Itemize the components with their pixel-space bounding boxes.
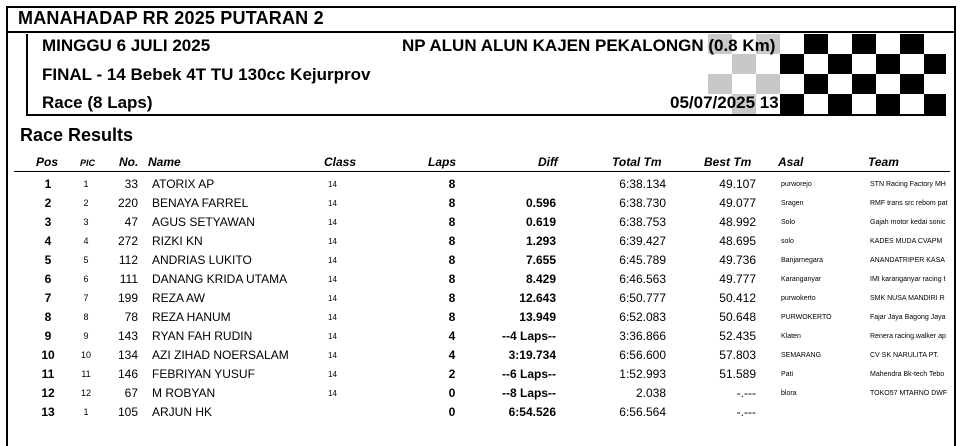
cell-pic: 3 [83, 217, 89, 227]
checker-square [828, 34, 852, 54]
cell-asal: Karanganyar [781, 276, 822, 283]
cell-no: 47 [124, 215, 138, 229]
checker-square [900, 54, 924, 74]
header-name: Name [148, 155, 181, 169]
checker-square [876, 34, 900, 54]
cell-best-time: 49.107 [719, 177, 756, 191]
cell-laps: 8 [448, 272, 456, 286]
header-team: Team [868, 155, 899, 169]
event-title: MANAHADAP RR 2025 PUTARAN 2 [18, 8, 324, 28]
cell-class: 14 [328, 332, 337, 341]
header-no: No. [119, 155, 139, 169]
cell-pos: 7 [44, 291, 52, 305]
cell-name: AZI ZIHAD NOERSALAM [152, 348, 289, 362]
header-best-time: Best Tm [704, 155, 752, 169]
header-divider [14, 171, 950, 172]
cell-total-time: 6:52.083 [619, 310, 666, 324]
cell-diff: --4 Laps-- [502, 329, 556, 343]
cell-laps: 0 [448, 405, 456, 419]
cell-team: STN Racing Factory MH [870, 181, 946, 188]
cell-name: M ROBYAN [152, 386, 216, 400]
cell-laps: 8 [448, 196, 456, 210]
cell-name: ANDRIAS LUKITO [152, 253, 252, 267]
table-row [0, 403, 960, 422]
cell-asal: blora [781, 390, 797, 397]
header-laps: Laps [428, 155, 457, 169]
cell-asal: Klaten [781, 333, 801, 340]
cell-name: FEBRIYAN YUSUF [152, 367, 255, 381]
cell-class: 14 [328, 294, 337, 303]
cell-pic: 10 [80, 350, 91, 360]
cell-team: SMK NUSA MANDIRI R [870, 295, 945, 302]
cell-asal: Banjarnegara [781, 257, 824, 264]
cell-team: Fajar Jaya Bagong Jaya [870, 314, 946, 321]
checker-square [876, 54, 900, 74]
race-venue: NP ALUN ALUN KAJEN PEKALONGN (0.8 Km) [402, 36, 776, 55]
race-date: MINGGU 6 JULI 2025 [42, 36, 211, 55]
cell-pos: 10 [41, 348, 55, 362]
cell-pic: 6 [83, 274, 89, 284]
table-row [0, 289, 960, 308]
cell-best-time: 51.589 [719, 367, 756, 381]
cell-laps: 8 [448, 253, 456, 267]
cell-pic: 11 [81, 369, 91, 379]
table-row [0, 270, 960, 289]
cell-no: 272 [117, 234, 138, 248]
checker-square [732, 74, 756, 94]
cell-pic: 5 [83, 255, 89, 265]
cell-laps: 8 [448, 291, 456, 305]
checker-square [780, 34, 804, 54]
cell-best-time: -.--- [736, 386, 756, 400]
cell-laps: 8 [448, 234, 456, 248]
race-datetime: 05/07/2025 13:00 [670, 93, 804, 112]
cell-name: REZA HANUM [152, 310, 231, 324]
table-row [0, 232, 960, 251]
cell-asal: solo [781, 238, 794, 245]
cell-best-time: -.--- [736, 405, 756, 419]
cell-team: IMI karanganyar racing t [870, 276, 946, 283]
table-row [0, 308, 960, 327]
cell-class: 14 [328, 351, 337, 360]
header-class: Class [324, 155, 357, 169]
checker-square [852, 94, 876, 114]
cell-pos: 2 [44, 196, 52, 210]
cell-pos: 11 [41, 367, 55, 381]
cell-team: RMF trans src rebom pat [870, 200, 948, 207]
cell-no: 199 [117, 291, 138, 305]
checker-square [924, 34, 946, 54]
checker-square [828, 74, 852, 94]
checker-square [804, 54, 828, 74]
table-row [0, 175, 960, 194]
checker-square [708, 54, 732, 74]
table-row [0, 327, 960, 346]
cell-total-time: 6:56.564 [619, 405, 666, 419]
checker-square [852, 34, 876, 54]
cell-total-time: 2.038 [635, 386, 666, 400]
checker-square [924, 54, 946, 74]
cell-pic: 1 [83, 407, 89, 417]
cell-pos: 8 [44, 310, 52, 324]
checker-square [708, 74, 732, 94]
cell-total-time: 6:38.730 [619, 196, 666, 210]
cell-pic: 9 [83, 331, 89, 341]
cell-laps: 2 [448, 367, 456, 381]
cell-total-time: 6:38.753 [619, 215, 666, 229]
cell-best-time: 49.736 [719, 253, 756, 267]
race-class: FINAL - 14 Bebek 4T TU 130cc Kejurprov [42, 65, 371, 84]
table-row [0, 194, 960, 213]
cell-pic: 8 [83, 312, 89, 322]
cell-total-time: 3:36.866 [619, 329, 666, 343]
cell-asal: purwokerto [781, 295, 816, 302]
table-row [0, 213, 960, 232]
checker-square [804, 34, 828, 54]
cell-asal: Solo [781, 219, 796, 226]
cell-best-time: 48.992 [719, 215, 756, 229]
table-row [0, 251, 960, 270]
cell-class: 14 [328, 180, 337, 189]
cell-class: 14 [328, 199, 337, 208]
cell-team: ANANDATRIPER KASA [870, 257, 945, 264]
cell-name: DANANG KRIDA UTAMA [152, 272, 288, 286]
cell-no: 143 [117, 329, 138, 343]
cell-pic: 7 [83, 293, 89, 303]
cell-best-time: 57.803 [719, 348, 756, 362]
cell-best-time: 50.412 [719, 291, 756, 305]
cell-diff: 3:19.734 [508, 348, 556, 362]
cell-total-time: 6:38.134 [619, 177, 666, 191]
cell-best-time: 48.695 [719, 234, 756, 248]
cell-total-time: 6:45.789 [619, 253, 666, 267]
cell-class: 14 [328, 256, 337, 265]
race-info-box [26, 34, 946, 116]
cell-total-time: 6:56.600 [619, 348, 666, 362]
cell-pos: 6 [44, 272, 52, 286]
cell-pos: 3 [44, 215, 52, 229]
cell-team: Mahendra Bk-tech Tebo [870, 371, 945, 378]
cell-asal: PURWOKERTO [781, 314, 832, 321]
cell-diff: 12.643 [519, 291, 556, 305]
checker-square [900, 34, 924, 54]
checker-square [900, 94, 924, 114]
header-total-time: Total Tm [612, 155, 662, 169]
cell-team: CV SK NARULITA PT. [870, 352, 939, 359]
header-asal: Asal [778, 155, 804, 169]
event-title-bar [6, 6, 956, 33]
cell-name: ARJUN HK [152, 405, 213, 419]
cell-pos: 9 [44, 329, 52, 343]
cell-asal: SEMARANG [781, 352, 822, 359]
checker-square [804, 74, 828, 94]
cell-name: RIZKI KN [152, 234, 203, 248]
cell-asal: purworejo [781, 181, 812, 188]
cell-diff: 0.596 [525, 196, 556, 210]
cell-pos: 1 [44, 177, 52, 191]
checker-square [828, 54, 852, 74]
cell-class: 14 [328, 313, 337, 322]
cell-team: KADES MUDA CVAPM [870, 238, 943, 245]
table-row [0, 384, 960, 403]
cell-best-time: 49.777 [719, 272, 756, 286]
cell-best-time: 52.435 [719, 329, 756, 343]
cell-pos: 12 [41, 386, 55, 400]
cell-best-time: 50.648 [719, 310, 756, 324]
cell-asal: Sragen [781, 200, 804, 207]
cell-laps: 8 [448, 215, 456, 229]
table-row [0, 365, 960, 384]
cell-laps: 8 [448, 177, 456, 191]
checker-square [732, 54, 756, 74]
cell-laps: 4 [448, 348, 456, 362]
cell-no: 134 [117, 348, 138, 362]
cell-no: 67 [124, 386, 138, 400]
checker-square [780, 54, 804, 74]
cell-no: 105 [117, 405, 138, 419]
cell-name: RYAN FAH RUDIN [152, 329, 253, 343]
cell-pos: 4 [44, 234, 52, 248]
table-row [0, 346, 960, 365]
cell-no: 33 [124, 177, 138, 191]
cell-diff: 1.293 [525, 234, 556, 248]
cell-name: REZA AW [152, 291, 205, 305]
cell-pic: 4 [83, 236, 89, 246]
cell-no: 78 [124, 310, 138, 324]
cell-team: Gajah motor kedai sonic [870, 219, 946, 226]
cell-laps: 4 [448, 329, 456, 343]
cell-total-time: 6:39.427 [619, 234, 666, 248]
header-diff: Diff [538, 155, 558, 169]
cell-diff: 13.949 [519, 310, 556, 324]
cell-name: BENAYA FARREL [152, 196, 249, 210]
cell-team: TOKO57 MTARNO DWF [870, 390, 948, 397]
checker-square [924, 74, 946, 94]
race-length: Race (8 Laps) [42, 93, 153, 112]
cell-no: 112 [118, 253, 138, 267]
cell-laps: 8 [448, 310, 456, 324]
cell-team: Renera racing.walker ap [870, 333, 946, 340]
cell-diff: 0.619 [525, 215, 556, 229]
cell-class: 14 [328, 237, 337, 246]
cell-diff: 6:54.526 [508, 405, 556, 419]
cell-class: 14 [328, 370, 337, 379]
cell-diff: --8 Laps-- [502, 386, 556, 400]
cell-diff: 8.429 [525, 272, 556, 286]
checker-square [924, 94, 946, 114]
cell-name: ATORIX AP [152, 177, 215, 191]
cell-no: 146 [117, 367, 138, 381]
checker-square [828, 94, 852, 114]
cell-diff: 7.655 [525, 253, 556, 267]
cell-pic: 12 [80, 388, 91, 398]
cell-total-time: 6:50.777 [619, 291, 666, 305]
header-pos: Pos [36, 155, 59, 169]
checker-square [900, 74, 924, 94]
checker-square [852, 74, 876, 94]
checker-square [876, 94, 900, 114]
cell-no: 111 [119, 272, 138, 286]
cell-best-time: 49.077 [719, 196, 756, 210]
cell-name: AGUS SETYAWAN [152, 215, 255, 229]
cell-pic: 1 [83, 179, 89, 189]
checker-square [756, 74, 780, 94]
cell-asal: Pati [781, 371, 794, 378]
checker-square [876, 74, 900, 94]
cell-class: 14 [328, 275, 337, 284]
checker-square [852, 54, 876, 74]
header-pic: PIC [80, 158, 96, 168]
checker-square [756, 54, 780, 74]
cell-pos: 5 [44, 253, 52, 267]
cell-class: 14 [328, 218, 337, 227]
checker-square [804, 94, 828, 114]
cell-total-time: 1:52.993 [619, 367, 666, 381]
section-title: Race Results [20, 125, 134, 145]
cell-total-time: 6:46.563 [619, 272, 666, 286]
cell-diff: --6 Laps-- [502, 367, 556, 381]
cell-no: 220 [117, 196, 138, 210]
cell-pic: 2 [83, 198, 89, 208]
cell-class: 14 [328, 389, 337, 398]
cell-laps: 0 [448, 386, 456, 400]
checker-square [780, 74, 804, 94]
cell-pos: 13 [41, 405, 55, 419]
